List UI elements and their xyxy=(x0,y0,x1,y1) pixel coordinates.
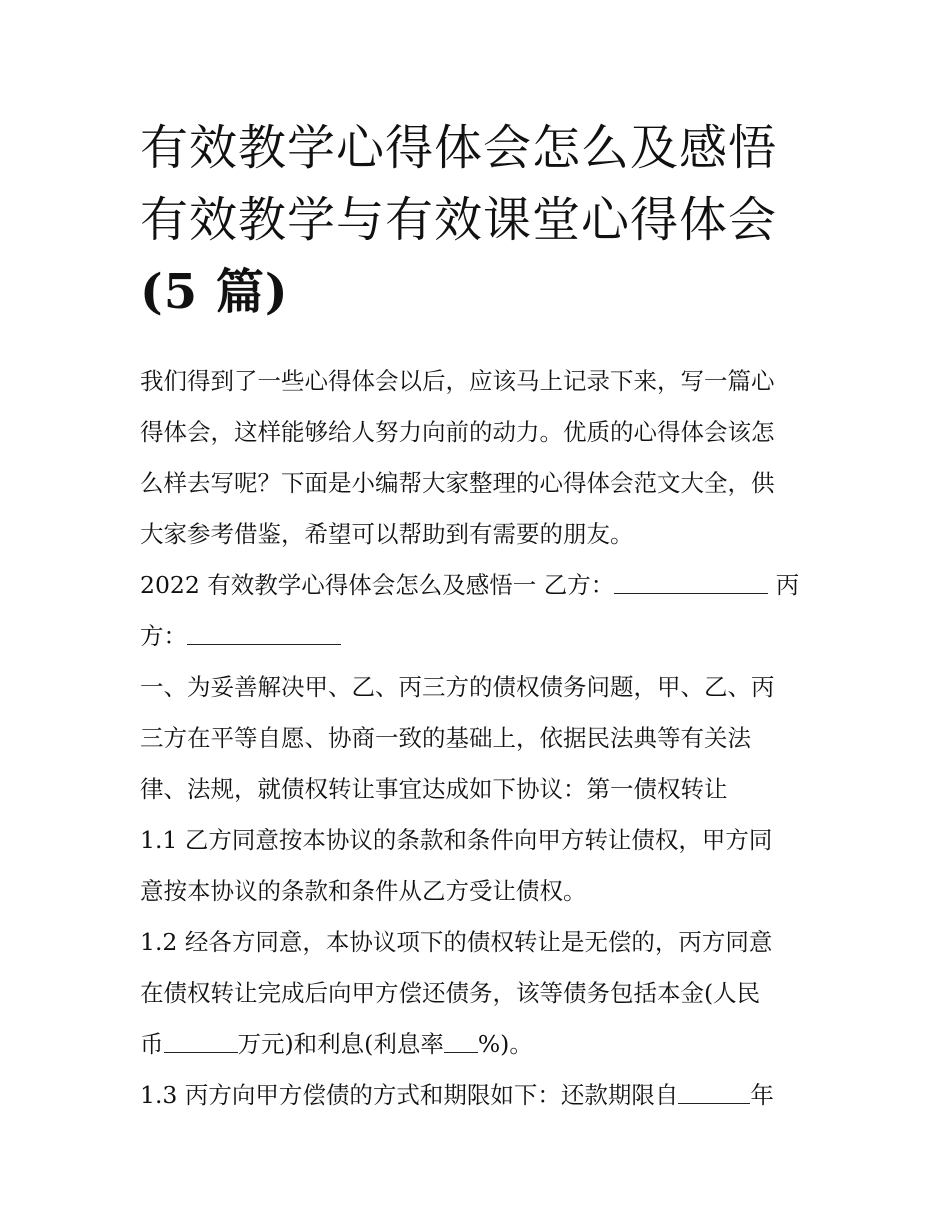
principal-unit-text: 万元)和利息(利息率 xyxy=(237,1030,444,1058)
party-b-blank xyxy=(614,570,768,595)
party-c-label: 丙 xyxy=(768,571,800,599)
section-1-line-3: 律、法规，就债权转让事宜达成如下协议：第一债权转让 xyxy=(140,775,728,803)
heading-text: 2022 有效教学心得体会怎么及感悟一 乙方： xyxy=(140,571,615,599)
repayment-text: 1.3 丙方向甲方偿债的方式和期限如下：还款期限自 xyxy=(140,1081,679,1109)
heading-line-1 xyxy=(140,560,820,611)
title-line-3: (5 篇) xyxy=(140,264,289,320)
clause-1-1-line-2: 意按本协议的条款和条件从乙方受让债权。 xyxy=(140,877,587,905)
intro-line-4: 大家参考借鉴，希望可以帮助到有需要的朋友。 xyxy=(140,520,634,548)
intro-line-2: 得体会，这样能够给人努力向前的动力。优质的心得体会该怎 xyxy=(140,418,775,446)
year-label: 年 xyxy=(750,1081,774,1109)
document-body xyxy=(140,356,820,1121)
intro-line-1: 我们得到了一些心得体会以后，应该马上记录下来，写一篇心 xyxy=(140,367,775,395)
document-title xyxy=(140,112,840,328)
section-1-paragraph xyxy=(140,662,820,815)
section-1-line-1: 一、为妥善解决甲、乙、丙三方的债权债务问题，甲、乙、丙 xyxy=(140,673,775,701)
clause-1-2-paragraph xyxy=(140,917,820,1070)
currency-label: 币 xyxy=(140,1030,164,1058)
title-line-2: 有效教学与有效课堂心得体会 xyxy=(140,192,778,248)
clause-1-2-line-3 xyxy=(140,1019,820,1070)
intro-paragraph xyxy=(140,356,820,560)
repayment-year-blank xyxy=(678,1080,750,1105)
section-1-line-2: 三方在平等自愿、协商一致的基础上，依据民法典等有关法 xyxy=(140,724,751,752)
heading-line-2 xyxy=(140,611,820,662)
intro-line-3: 么样去写呢？下面是小编帮大家整理的心得体会范文大全，供 xyxy=(140,469,775,497)
interest-unit-text: %)。 xyxy=(477,1030,533,1058)
interest-rate-blank xyxy=(444,1029,478,1054)
clause-1-3-line-1 xyxy=(140,1070,820,1121)
title-line-1: 有效教学心得体会怎么及感悟 xyxy=(140,120,778,176)
principal-amount-blank xyxy=(164,1029,238,1054)
clause-1-2-line-2: 在债权转让完成后向甲方偿还债务，该等债务包括本金(人民 xyxy=(140,979,761,1007)
clause-1-1-paragraph xyxy=(140,815,820,917)
clause-1-3-paragraph xyxy=(140,1070,820,1121)
clause-1-2-line-1: 1.2 经各方同意，本协议项下的债权转让是无偿的，丙方同意 xyxy=(140,928,773,956)
party-c-blank xyxy=(187,621,341,646)
clause-1-1-line-1: 1.1 乙方同意按本协议的条款和条件向甲方转让债权，甲方同 xyxy=(140,826,773,854)
party-c-label-cont: 方： xyxy=(140,622,187,650)
heading-paragraph xyxy=(140,560,820,662)
